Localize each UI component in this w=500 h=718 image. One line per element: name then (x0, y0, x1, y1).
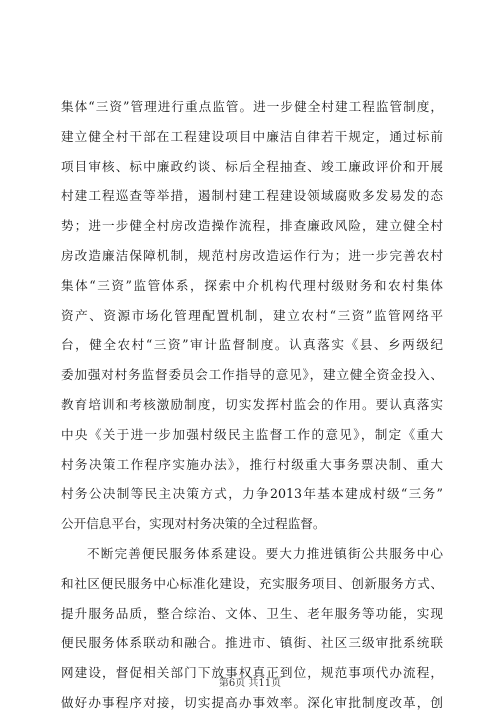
text-line: 集体“三资”管理进行重点监管。进一步健全村建工程监管制度， (61, 99, 443, 114)
text-line: 网建设，督促相关部门下放事权真正到位，规范事项代办流程， (61, 665, 443, 681)
paragraph-rural-supervision (61, 92, 443, 539)
text-line: 台，健全农村“三资”审计监督制度。认真落实《县、乡两级纪 (61, 337, 443, 353)
text-line: 做好办事程序对接，切实提高办事效率。深化审批制度改革，创 (61, 694, 443, 710)
text-line: 村建工程巡查等举措，遏制村建工程建设领域腐败多发易发的态 (61, 188, 443, 204)
page-number: 第6页 共11页 (218, 678, 282, 689)
text-line: 教育培训和考核激励制度，切实发挥村监会的作用。要认真落实 (61, 396, 443, 412)
document-body (61, 92, 443, 718)
text-line: 委加强对村务监督委员会工作指导的意见》，建立健全资金投入、 (61, 367, 443, 383)
text-line: 集体“三资”监管体系，探索中介机构代理村级财务和农村集体 (61, 277, 443, 293)
text-line: 公开信息平台，实现对村务决策的全过程监督。 (61, 516, 326, 532)
text-line: 村务决策工作程序实施办法》，推行村级重大事务票决制、重大 (61, 456, 443, 472)
text-line: 中央《关于进一步加强村级民主监督工作的意见》，制定《重大 (61, 426, 443, 442)
paragraph-first-line: 不断完善便民服务体系建设。要大力推进镇街公共服务中心 (87, 545, 443, 561)
text-line: 和社区便民服务中心标准化建设，充实服务项目、创新服务方式、 (61, 575, 443, 591)
text-line: 村务公决制等民主决策方式，力争2013年基本建成村级“三务” (61, 486, 443, 502)
text-line: 房改造廉洁保障机制，规范村房改造运作行为；进一步完善农村 (61, 247, 443, 263)
text-line: 便民服务体系联动和融合。推进市、镇街、社区三级审批系统联 (61, 635, 443, 651)
page-footer (0, 677, 500, 691)
text-line: 提升服务品质，整合综治、文体、卫生、老年服务等功能，实现 (61, 605, 443, 621)
text-line: 势；进一步健全村房改造操作流程，排查廉政风险，建立健全村 (61, 218, 443, 234)
text-line: 项目审核、标中廉政约谈、标后全程抽查、竣工廉政评价和开展 (61, 158, 443, 174)
text-line: 建立健全村干部在工程建设项目中廉洁自律若干规定，通过标前 (61, 128, 443, 144)
text-line: 资产、资源市场化管理配置机制，建立农村“三资”监管网络平 (61, 307, 443, 323)
